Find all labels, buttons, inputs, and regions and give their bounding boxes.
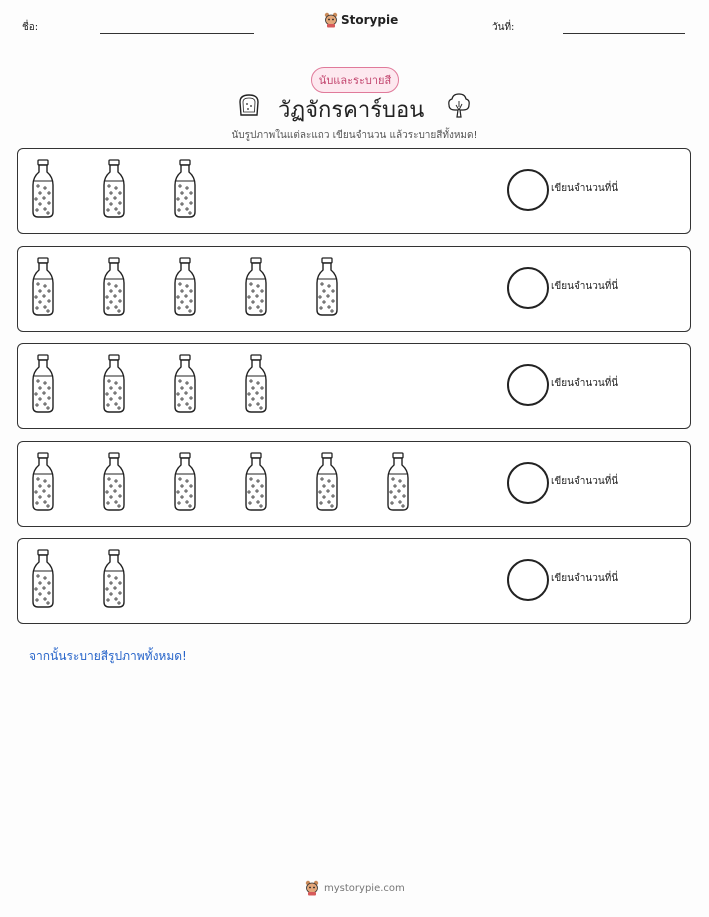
bottle-icon xyxy=(101,452,127,516)
worksheet-title: วัฏจักรคาร์บอน xyxy=(278,98,425,123)
worksheet-instructions: นับรูปภาพในแต่ละแถว เขียนจำนวน แล้วระบายสีทั้งหมด! xyxy=(231,130,478,141)
date-label: วันที่: xyxy=(492,22,515,33)
answer-circle[interactable] xyxy=(507,462,549,504)
bottle-icon xyxy=(172,452,198,516)
counting-row xyxy=(17,538,691,624)
bottle-icon xyxy=(314,257,340,321)
answer-label: เขียนจำนวนที่นี่ xyxy=(551,573,619,584)
storypie-mascot-icon xyxy=(324,12,338,28)
site-footer xyxy=(305,880,405,896)
bottle-icon xyxy=(101,159,127,223)
bottle-icon xyxy=(243,452,269,516)
answer-circle[interactable] xyxy=(507,364,549,406)
bottle-icon xyxy=(172,354,198,418)
counting-row xyxy=(17,246,691,332)
bottle-icon xyxy=(101,549,127,613)
tree-icon xyxy=(444,90,474,120)
activity-badge: นับและระบายสี xyxy=(311,67,399,93)
bottle-icon xyxy=(243,257,269,321)
bread-icon xyxy=(236,92,262,118)
storypie-logo xyxy=(324,12,398,28)
bottle-icon xyxy=(172,159,198,223)
storypie-mascot-icon xyxy=(305,880,319,896)
bottle-icon xyxy=(30,452,56,516)
brand-name: Storypie xyxy=(341,13,399,27)
answer-label: เขียนจำนวนที่นี่ xyxy=(551,183,619,194)
answer-label: เขียนจำนวนที่นี่ xyxy=(551,475,619,487)
counting-row xyxy=(17,343,691,429)
name-label: ชื่อ: xyxy=(22,22,39,33)
bottle-icon xyxy=(314,452,340,516)
bottle-icon xyxy=(30,257,56,321)
site-url: mystorypie.com xyxy=(324,882,405,894)
answer-circle[interactable] xyxy=(507,267,549,309)
answer-label: เขียนจำนวนที่นี่ xyxy=(551,378,619,389)
answer-circle[interactable] xyxy=(507,559,549,601)
name-line[interactable] xyxy=(100,33,254,34)
bottle-icon xyxy=(385,452,411,516)
bottle-icon xyxy=(101,257,127,321)
bottle-icon xyxy=(30,354,56,418)
answer-label: เขียนจำนวนที่นี่ xyxy=(551,280,619,292)
bottle-icon xyxy=(30,159,56,223)
bottle-icon xyxy=(101,354,127,418)
bottle-icon xyxy=(172,257,198,321)
date-line[interactable] xyxy=(563,33,685,34)
bottle-icon xyxy=(243,354,269,418)
coloring-instruction: จากนั้นระบายสีรูปภาพทั้งหมด! xyxy=(29,649,187,663)
bottle-icon xyxy=(30,549,56,613)
counting-row xyxy=(17,148,691,234)
answer-circle[interactable] xyxy=(507,169,549,211)
counting-row xyxy=(17,441,691,527)
